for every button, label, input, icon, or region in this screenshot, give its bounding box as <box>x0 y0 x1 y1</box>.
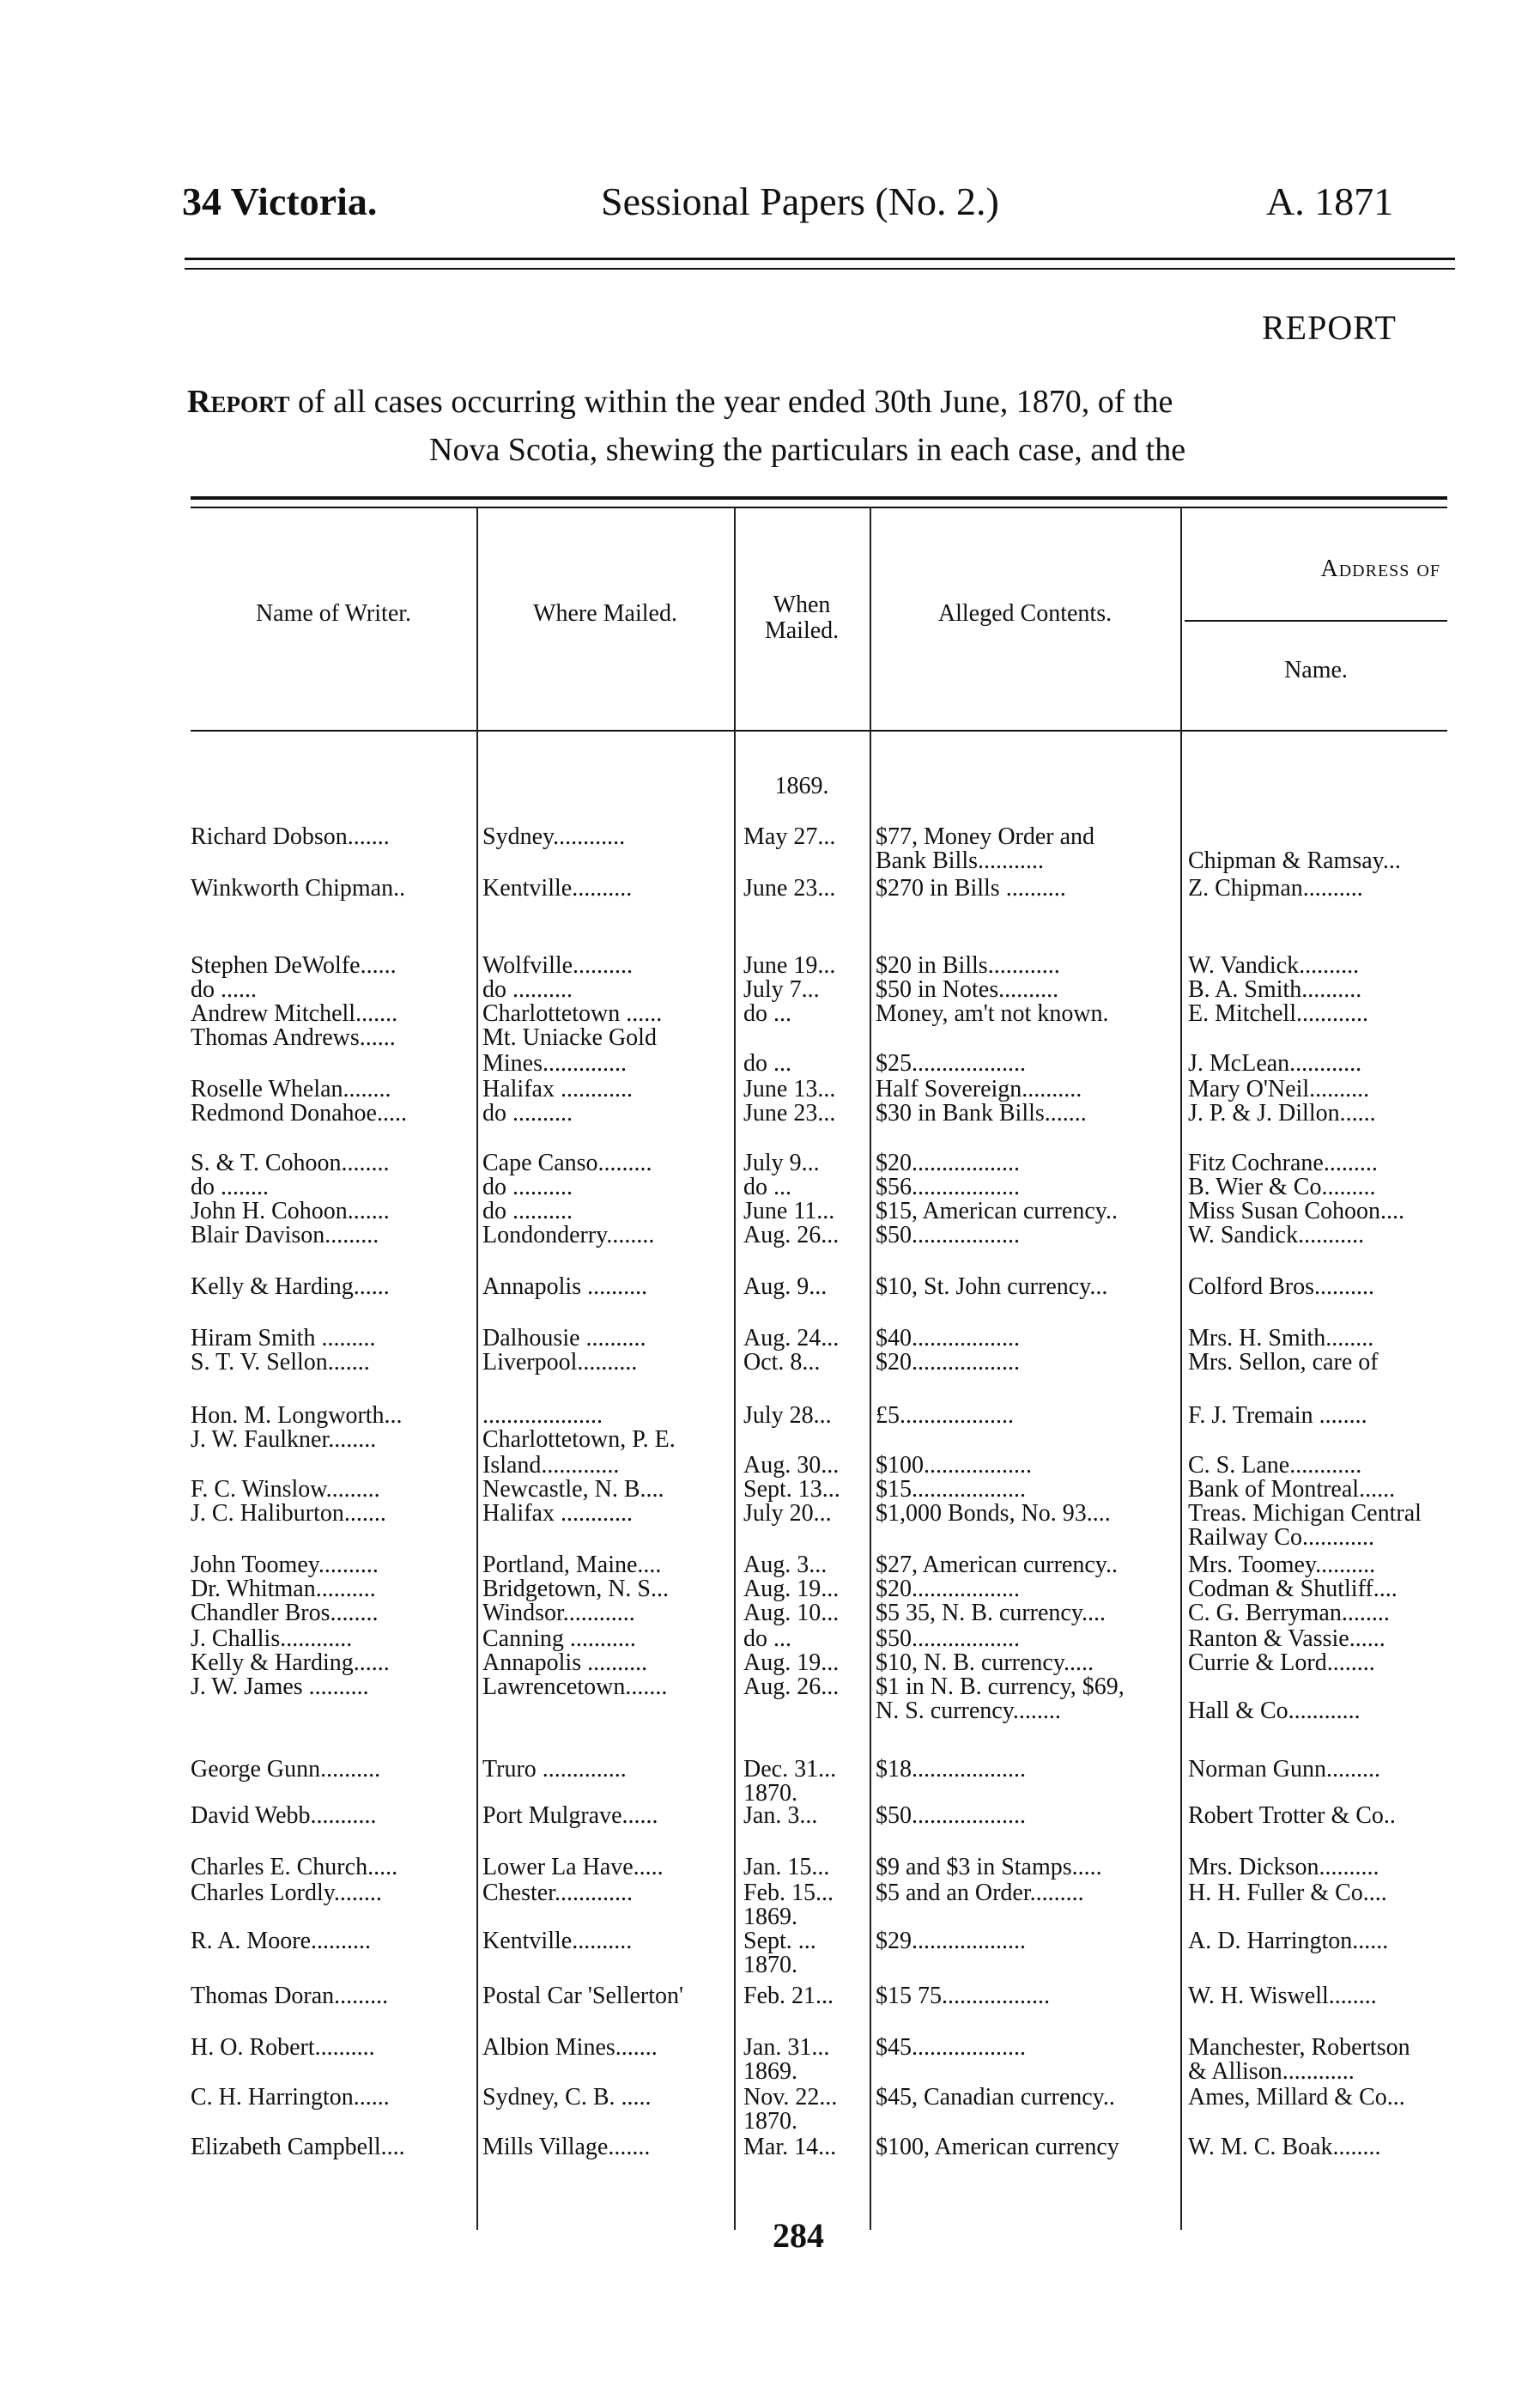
cell-writer: Dr. Whitman.......... <box>191 1576 376 1602</box>
column-header-where: Where Mailed. <box>533 600 677 627</box>
cell-name: Robert Trotter & Co.. <box>1188 1803 1396 1829</box>
cell-when: do ... <box>743 1626 791 1652</box>
cell-name: Mrs. H. Smith........ <box>1188 1326 1374 1351</box>
cell-when: Aug. 10... <box>743 1600 840 1626</box>
cell-where: Newcastle, N. B.... <box>482 1477 664 1503</box>
cell-contents: $20.................. <box>876 1151 1020 1176</box>
cell-writer: Chandler Bros........ <box>191 1600 379 1626</box>
cell-contents: $77, Money Order and <box>876 824 1095 850</box>
cell-name: Bank of Montreal...... <box>1188 1477 1396 1503</box>
cell-where: Annapolis .......... <box>482 1274 648 1300</box>
cell-writer: J. C. Haliburton....... <box>191 1501 386 1527</box>
cell-writer: R. A. Moore.......... <box>191 1928 371 1954</box>
cell-writer: Redmond Donahoe..... <box>191 1101 407 1127</box>
cell-name: J. P. & J. Dillon...... <box>1188 1101 1376 1127</box>
cell-name: Mary O'Neil.......... <box>1188 1077 1370 1102</box>
cell-where: Halifax ............ <box>482 1077 633 1102</box>
cell-contents: $40.................. <box>876 1326 1020 1351</box>
year-label: 1869. <box>774 773 829 799</box>
cell-when: 1870. <box>743 1953 797 1978</box>
cell-writer: Thomas Andrews...... <box>191 1025 396 1051</box>
cell-writer: Winkworth Chipman.. <box>191 876 406 902</box>
header-rule <box>185 258 1455 260</box>
cell-name: Mrs. Sellon, care of <box>1188 1350 1379 1376</box>
cell-writer: Charles E. Church..... <box>191 1855 398 1880</box>
column-header-contents: Alleged Contents. <box>937 600 1113 627</box>
report-intro <box>187 378 1440 474</box>
cell-when: July 28... <box>743 1403 832 1429</box>
cell-writer: Thomas Doran......... <box>191 1983 389 2009</box>
cell-where: Mines.............. <box>482 1051 627 1077</box>
cell-contents: $10, St. John currency... <box>876 1274 1108 1300</box>
cell-where: Sydney, C. B. ..... <box>482 2085 652 2111</box>
cell-name: Z. Chipman.......... <box>1188 876 1363 902</box>
cell-where: Charlottetown, P. E. <box>482 1427 676 1453</box>
cell-when: Sept. 13... <box>743 1477 840 1503</box>
cell-when: Aug. 19... <box>743 1650 840 1676</box>
header-session: 34 Victoria. <box>182 179 378 223</box>
cell-where: Island............. <box>482 1453 620 1479</box>
cell-where: Canning ........... <box>482 1626 636 1652</box>
cell-contents: $10, N. B. currency..... <box>876 1650 1094 1676</box>
cell-contents: Money, am't not known. <box>876 1001 1109 1027</box>
cell-name: Miss Susan Cohoon.... <box>1188 1199 1405 1224</box>
cell-contents: $1,000 Bonds, No. 93.... <box>876 1501 1111 1527</box>
cell-when: do ... <box>743 1051 791 1077</box>
cell-when: Oct. 8... <box>743 1350 821 1376</box>
cell-when: Jan. 31... <box>743 2035 830 2061</box>
intro-text-1: of all cases occurring within the year ended 30th June, 1870, of the <box>298 384 1173 420</box>
cell-when: Feb. 15... <box>743 1880 834 1906</box>
cell-contents: $25................... <box>876 1051 1026 1077</box>
cell-contents: $5 35, N. B. currency.... <box>876 1600 1106 1626</box>
cell-when: 1870. <box>743 1781 797 1807</box>
cell-name: Ames, Millard & Co... <box>1188 2085 1405 2111</box>
cell-writer: Hon. M. Longworth... <box>191 1403 403 1429</box>
cell-name: Codman & Shutliff.... <box>1188 1576 1398 1602</box>
cell-writer: S. T. V. Sellon....... <box>191 1350 370 1376</box>
cell-writer: F. C. Winslow......... <box>191 1477 380 1503</box>
cell-contents: $1 in N. B. currency, $69, <box>876 1674 1125 1700</box>
cell-name: Chipman & Ramsay... <box>1188 848 1401 874</box>
cell-when: do ... <box>743 1001 791 1027</box>
cell-when: May 27... <box>743 824 836 850</box>
cell-where: do .......... <box>482 1101 573 1127</box>
cell-when: Jan. 3... <box>743 1803 818 1829</box>
cell-contents: $100.................. <box>876 1453 1032 1479</box>
cell-contents: $45................... <box>876 2035 1026 2061</box>
cell-name: Colford Bros.......... <box>1188 1274 1374 1300</box>
cell-contents: $270 in Bills .......... <box>876 876 1066 902</box>
cell-writer: David Webb........... <box>191 1803 377 1829</box>
cell-contents: $45, Canadian currency.. <box>876 2085 1115 2111</box>
cell-when: Nov. 22... <box>743 2085 838 2111</box>
cell-contents: £5................... <box>876 1403 1014 1429</box>
cell-name: Manchester, Robertson <box>1188 2035 1410 2061</box>
cell-when: Aug. 26... <box>743 1674 840 1700</box>
cell-writer: do ........ <box>191 1175 269 1200</box>
cell-writer: J. W. James .......... <box>191 1674 369 1700</box>
cell-name: Mrs. Toomey.......... <box>1188 1552 1376 1578</box>
cell-where: Kentville.......... <box>482 876 633 902</box>
cell-name: C. G. Berryman........ <box>1188 1600 1390 1626</box>
header-year: A. 1871 <box>1266 179 1394 223</box>
cell-contents: $30 in Bank Bills....... <box>876 1101 1087 1127</box>
cell-name: F. J. Tremain ........ <box>1188 1403 1367 1429</box>
cell-contents: $15 75.................. <box>876 1983 1050 2009</box>
cell-name: W. M. C. Boak........ <box>1188 2135 1381 2160</box>
cell-writer: Roselle Whelan........ <box>191 1077 391 1102</box>
page-number: 284 <box>773 2216 824 2255</box>
cell-writer: Charles Lordly........ <box>191 1880 382 1906</box>
cell-when: Sept. ... <box>743 1928 816 1954</box>
report-heading: REPORT <box>1262 308 1397 347</box>
cell-contents: $9 and $3 in Stamps..... <box>876 1855 1102 1880</box>
cell-when: Aug. 9... <box>743 1274 828 1300</box>
intro-text-2: Nova Scotia, shewing the particulars in each case, and the <box>429 432 1186 468</box>
cell-writer: S. & T. Cohoon........ <box>191 1151 390 1176</box>
cell-name: Currie & Lord........ <box>1188 1650 1375 1676</box>
cell-name: Norman Gunn......... <box>1188 1757 1380 1783</box>
cell-writer: Richard Dobson....... <box>191 824 390 850</box>
cell-where: Port Mulgrave...... <box>482 1803 658 1829</box>
cell-when: Aug. 26... <box>743 1223 840 1248</box>
cell-contents: $15, American currency.. <box>876 1199 1118 1224</box>
cell-where: Mills Village....... <box>482 2135 651 2160</box>
cell-contents: $50 in Notes.......... <box>876 977 1059 1003</box>
cell-when: do ... <box>743 1175 791 1200</box>
cell-contents: $18................... <box>876 1757 1026 1783</box>
cell-name: Treas. Michigan Central <box>1188 1501 1422 1527</box>
cell-contents: $20.................. <box>876 1350 1020 1376</box>
cell-name: Railway Co............ <box>1188 1525 1374 1551</box>
cell-writer: George Gunn.......... <box>191 1757 381 1783</box>
cell-where: Lawrencetown....... <box>482 1674 668 1700</box>
cell-where: Dalhousie .......... <box>482 1326 646 1351</box>
cell-when: Aug. 30... <box>743 1453 840 1479</box>
header-rule-thin <box>185 268 1455 270</box>
cell-when: Aug. 24... <box>743 1326 840 1351</box>
cell-contents: $15................... <box>876 1477 1026 1503</box>
cell-contents: $27, American currency.. <box>876 1552 1118 1578</box>
cell-name: E. Mitchell............ <box>1188 1001 1368 1027</box>
cell-writer: John H. Cohoon....... <box>191 1199 390 1224</box>
address-sub-rule <box>1185 620 1447 622</box>
cell-writer: H. O. Robert.......... <box>191 2035 375 2061</box>
cell-name: W. Vandick.......... <box>1188 953 1360 979</box>
cell-where: Sydney............ <box>482 824 626 850</box>
cell-writer: Andrew Mitchell....... <box>191 1001 398 1027</box>
cell-writer: Elizabeth Campbell.... <box>191 2135 405 2160</box>
column-header-when-2: Mailed. <box>764 617 840 644</box>
cell-name: B. Wier & Co......... <box>1188 1175 1376 1200</box>
cell-where: Chester............. <box>482 1880 633 1906</box>
cell-name: W. Sandick........... <box>1188 1223 1365 1248</box>
cell-contents: N. S. currency........ <box>876 1698 1061 1724</box>
cell-contents: $100, American currency <box>876 2135 1119 2160</box>
cell-when: Feb. 21... <box>743 1983 834 2009</box>
cell-when: July 9... <box>743 1151 820 1176</box>
cell-name: Ranton & Vassie...... <box>1188 1626 1385 1652</box>
cell-contents: $5 and an Order......... <box>876 1880 1084 1906</box>
cell-when: June 13... <box>743 1077 836 1102</box>
cell-contents: $20 in Bills............ <box>876 953 1060 979</box>
cell-where: do .......... <box>482 1199 573 1224</box>
cell-when: Mar. 14... <box>743 2135 837 2160</box>
cell-writer: do ...... <box>191 977 257 1003</box>
cell-where: Annapolis .......... <box>482 1650 648 1676</box>
column-header-when-1: When <box>773 592 831 618</box>
cell-where: Londonderry........ <box>482 1223 655 1248</box>
cell-where: Lower La Have..... <box>482 1855 664 1880</box>
column-divider <box>734 508 736 2230</box>
cell-where: Windsor............ <box>482 1600 635 1626</box>
cell-writer: Stephen DeWolfe...... <box>191 953 397 979</box>
cell-name: A. D. Harrington...... <box>1188 1928 1389 1954</box>
cell-contents: $50.................. <box>876 1223 1020 1248</box>
cell-contents: $29................... <box>876 1928 1026 1954</box>
cell-where: do .......... <box>482 977 573 1003</box>
cell-when: June 11... <box>743 1199 835 1224</box>
header-title: Sessional Papers (No. 2.) <box>601 179 999 223</box>
column-divider <box>870 508 871 2230</box>
column-divider <box>1180 508 1182 2230</box>
table-top-rule-thin <box>191 507 1447 508</box>
column-header-when <box>734 592 870 644</box>
cell-name: & Allison............ <box>1188 2059 1355 2085</box>
cell-writer: Kelly & Harding...... <box>191 1650 390 1676</box>
cell-contents: $50................... <box>876 1803 1026 1829</box>
cell-where: Cape Canso......... <box>482 1151 652 1176</box>
cell-contents: $20.................. <box>876 1576 1020 1602</box>
cell-when: 1870. <box>743 2109 797 2135</box>
column-header-writer: Name of Writer. <box>255 600 412 627</box>
cell-writer: John Toomey.......... <box>191 1552 379 1578</box>
cell-where: Liverpool.......... <box>482 1350 638 1376</box>
cell-writer: J. W. Faulkner........ <box>191 1427 377 1453</box>
cell-where: Albion Mines....... <box>482 2035 658 2061</box>
cell-where: Bridgetown, N. S... <box>482 1576 669 1602</box>
cell-when: Aug. 3... <box>743 1552 828 1578</box>
cell-name: Hall & Co............ <box>1188 1698 1361 1724</box>
cell-name: H. H. Fuller & Co.... <box>1188 1880 1387 1906</box>
column-divider <box>476 508 478 2230</box>
intro-lead: Report <box>187 384 290 420</box>
cell-name: B. A. Smith.......... <box>1188 977 1362 1003</box>
cell-where: Halifax ............ <box>482 1501 633 1527</box>
column-header-name: Name. <box>1284 657 1348 683</box>
cell-where: Wolfville.......... <box>482 953 634 979</box>
cell-contents: Half Sovereign.......... <box>876 1077 1082 1102</box>
cell-when: Jan. 15... <box>743 1855 830 1880</box>
cell-name: W. H. Wiswell........ <box>1188 1983 1377 2009</box>
cell-writer: Hiram Smith ......... <box>191 1326 376 1351</box>
cell-where: do .......... <box>482 1175 573 1200</box>
cell-contents: $50.................. <box>876 1626 1020 1652</box>
cell-where: Postal Car 'Sellerton' <box>482 1983 684 2009</box>
cell-name: Fitz Cochrane......... <box>1188 1151 1378 1176</box>
intro-line-1 <box>187 378 1440 426</box>
cell-where: .................... <box>482 1403 603 1429</box>
cell-where: Portland, Maine.... <box>482 1552 662 1578</box>
cell-when: June 23... <box>743 876 836 902</box>
cell-when: Aug. 19... <box>743 1576 840 1602</box>
cell-writer: Blair Davison......... <box>191 1223 379 1248</box>
cell-where: Mt. Uniacke Gold <box>482 1025 657 1051</box>
cell-contents: $56.................. <box>876 1175 1020 1200</box>
cell-name: J. McLean............ <box>1188 1051 1362 1077</box>
cell-where: Truro .............. <box>482 1757 627 1783</box>
cell-where: Charlottetown ...... <box>482 1001 663 1027</box>
cell-name: Mrs. Dickson.......... <box>1188 1855 1379 1880</box>
column-header-address: Address of <box>1320 556 1440 582</box>
table-top-rule <box>191 496 1447 500</box>
cell-writer: Kelly & Harding...... <box>191 1274 390 1300</box>
cell-when: July 20... <box>743 1501 832 1527</box>
cell-when: Dec. 31... <box>743 1757 837 1783</box>
cell-name: C. S. Lane............ <box>1188 1453 1362 1479</box>
cell-writer: C. H. Harrington...... <box>191 2085 390 2111</box>
cell-contents: Bank Bills........... <box>876 848 1045 874</box>
cell-when: 1869. <box>743 1904 797 1930</box>
cell-where: Kentville.......... <box>482 1928 633 1954</box>
cell-writer: J. Challis............ <box>191 1626 353 1652</box>
cell-when: June 23... <box>743 1101 836 1127</box>
cell-when: 1869. <box>743 2059 797 2085</box>
header-bottom-rule <box>191 730 1447 732</box>
cell-when: June 19... <box>743 953 836 979</box>
cell-when: July 7... <box>743 977 820 1003</box>
